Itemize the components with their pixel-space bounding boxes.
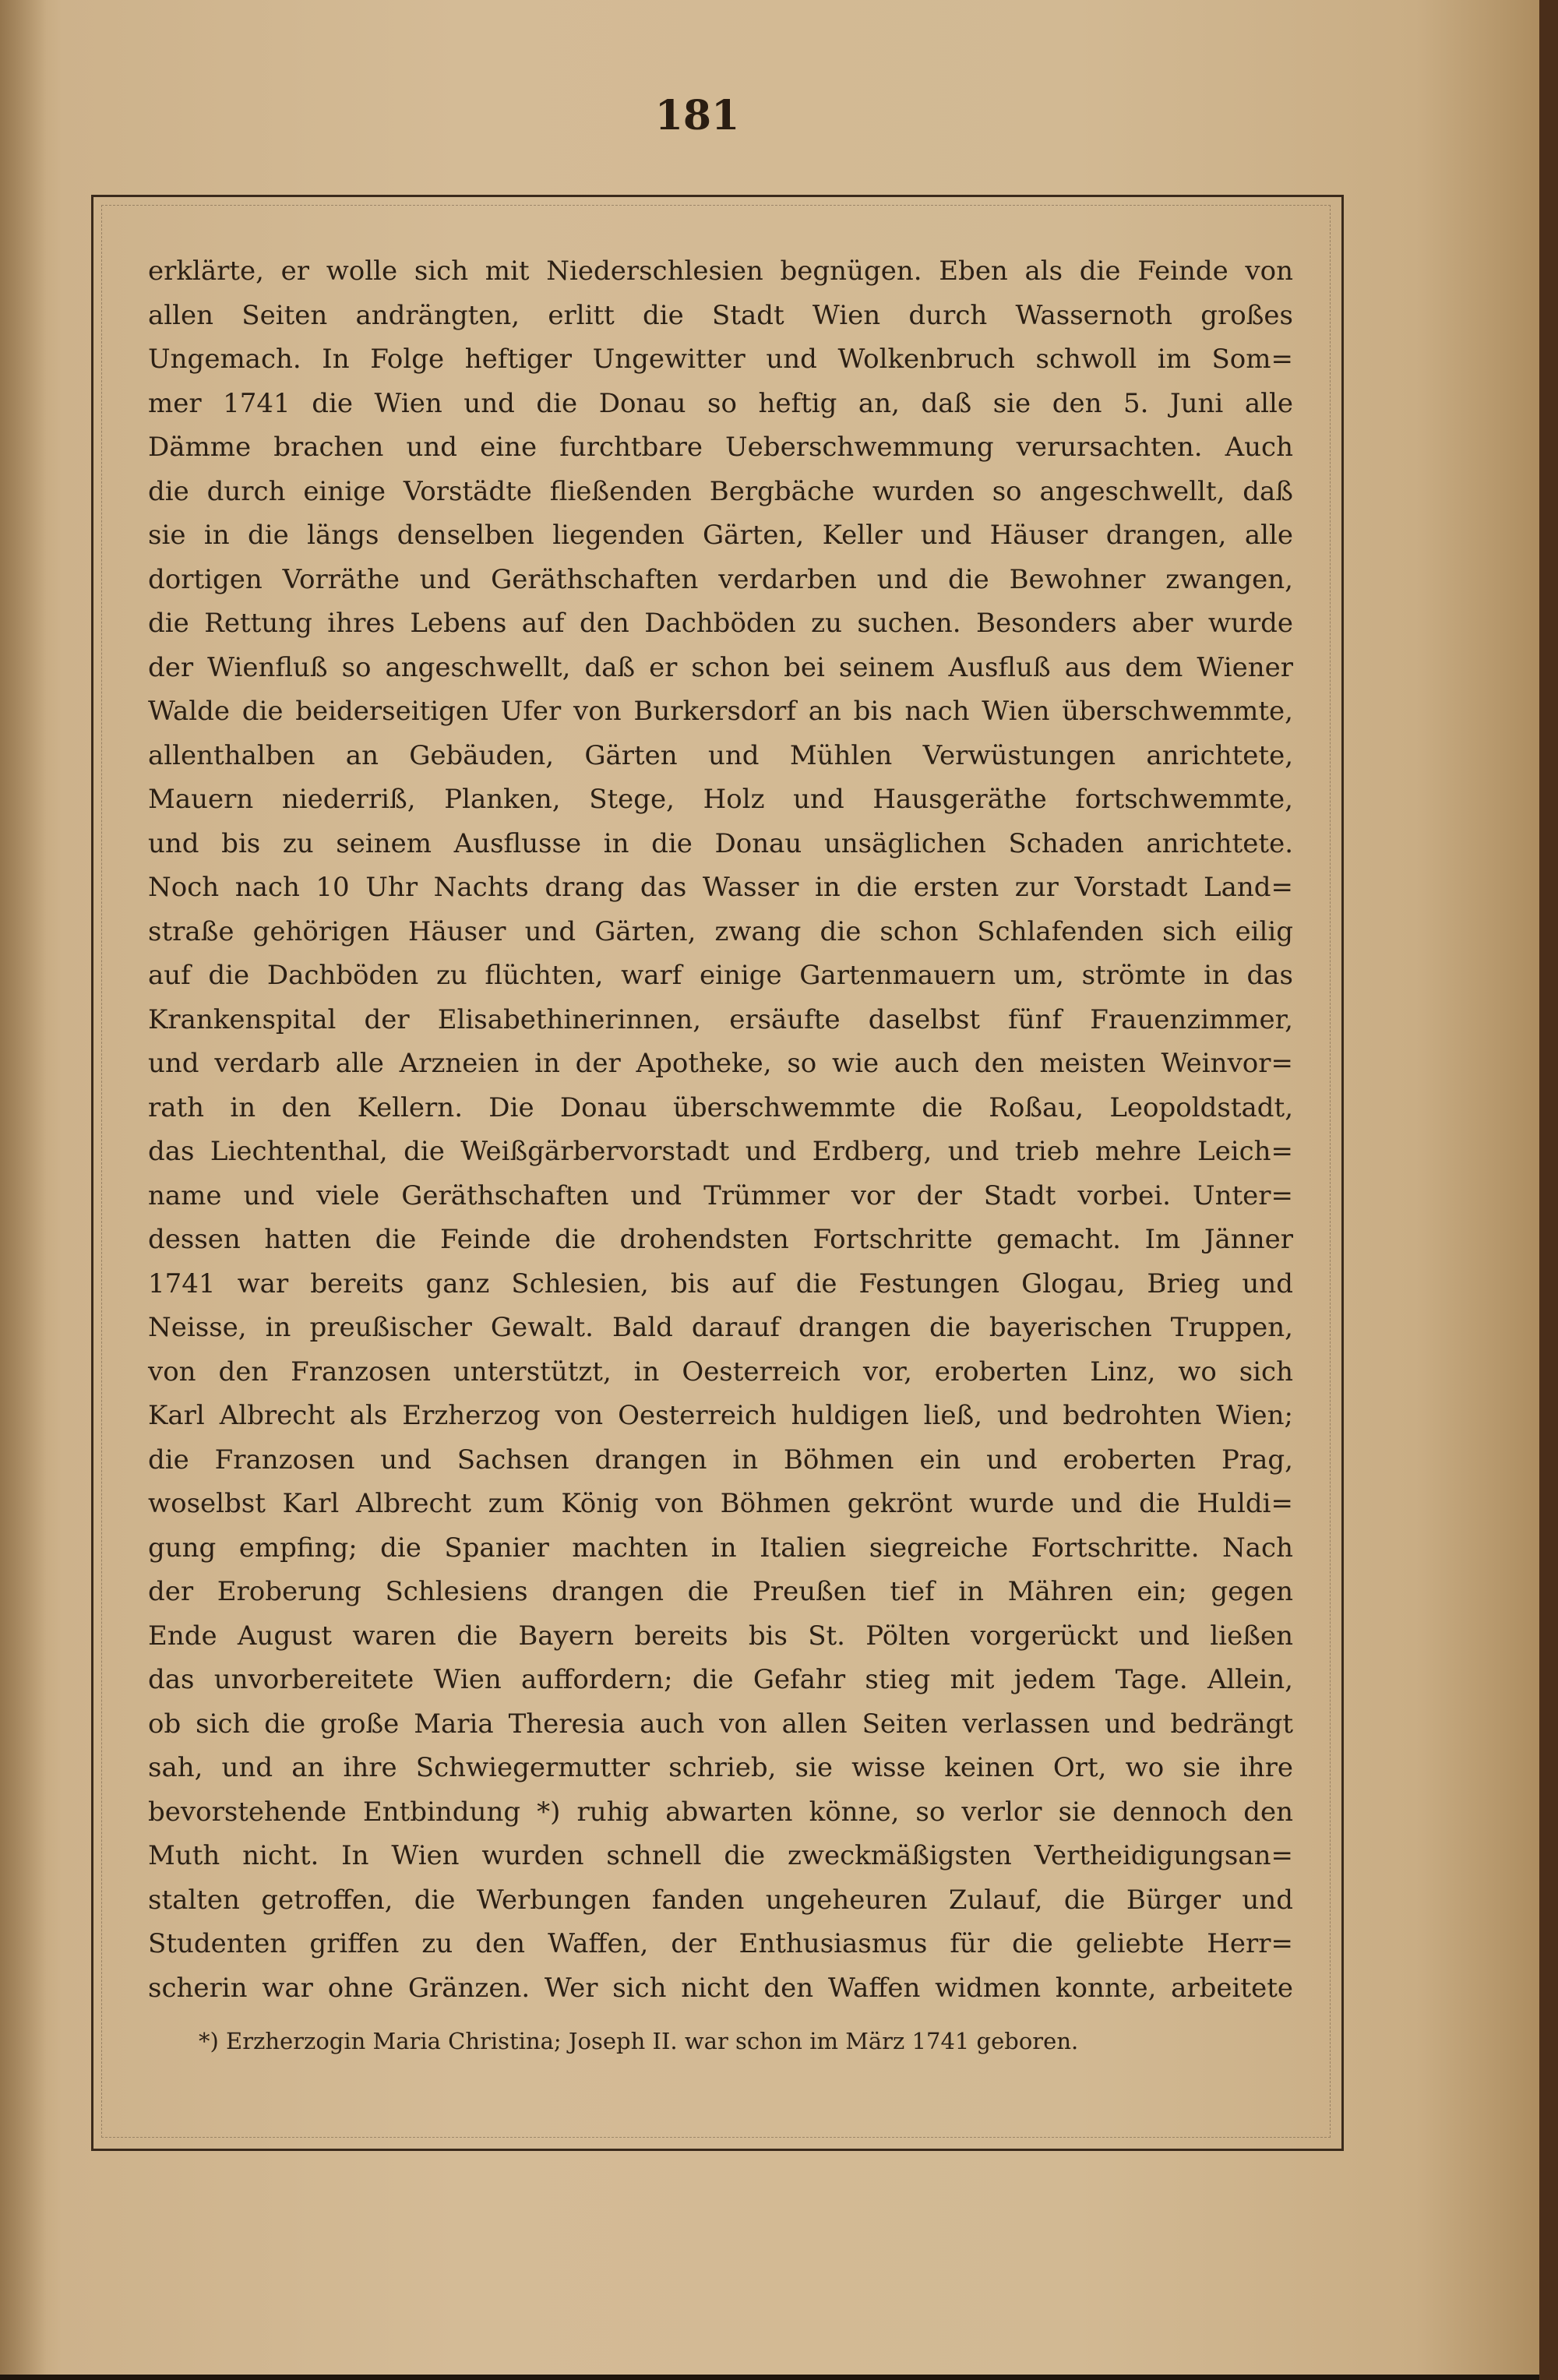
text-line: sie in die längs denselben liegenden Gärten, Keller und Häuser drangen, alle	[148, 520, 1293, 551]
text-line: mer 1741 die Wien und die Donau so heftig an, daß sie den 5. Juni alle	[148, 387, 1293, 419]
text-line: die Franzosen und Sachsen drangen in Böhmen ein und eroberten Prag,	[148, 1444, 1293, 1476]
page-number: 181	[654, 92, 740, 139]
text-line: der Eroberung Schlesiens drangen die Preußen tief in Mähren ein; gegen	[148, 1576, 1293, 1607]
text-line: Dämme brachen und eine furchtbare Ueberschwemmung verursachten. Auch	[148, 432, 1293, 463]
book-edge	[1539, 0, 1558, 2380]
text-line: von den Franzosen unterstützt, in Oesterreich vor, eroberten Linz, wo sich	[148, 1356, 1293, 1387]
text-line: Ende August waren die Bayern bereits bis St. Pölten vorgerückt und ließen	[148, 1620, 1293, 1652]
body-text	[148, 249, 1293, 2010]
text-line: das Liechtenthal, die Weißgärbervorstadt und Erdberg, und trieb mehre Leich=	[148, 1136, 1293, 1167]
text-line: Krankenspital der Elisabethinerinnen, ersäufte daselbst fünf Frauenzimmer,	[148, 1003, 1293, 1035]
text-line: dessen hatten die Feinde die drohendsten Fortschritte gemacht. Im Jänner	[148, 1224, 1293, 1255]
text-line: allen Seiten andrängten, erlitt die Stadt Wien durch Wassernoth großes	[148, 299, 1293, 331]
text-line: 1741 war bereits ganz Schlesien, bis auf die Festungen Glogau, Brieg und	[148, 1268, 1293, 1299]
text-line: das unvorbereitete Wien auffordern; die Gefahr stieg mit jedem Tage. Allein,	[148, 1664, 1293, 1695]
text-line: rath in den Kellern. Die Donau überschwemmte die Roßau, Leopoldstadt,	[148, 1091, 1293, 1123]
text-line: die Rettung ihres Lebens auf den Dachböden zu suchen. Besonders aber wurde	[148, 608, 1293, 639]
text-line: bevorstehende Entbindung *) ruhig abwarten könne, so verlor sie dennoch den	[148, 1796, 1293, 1828]
text-line: die durch einige Vorstädte fließenden Bergbäche wurden so angeschwellt, daß	[148, 475, 1293, 507]
text-line: der Wienfluß so angeschwellt, daß er schon bei seinem Ausfluß aus dem Wiener	[148, 651, 1293, 683]
text-line: erklärte, er wolle sich mit Niederschlesien begnügen. Eben als die Feinde von	[148, 256, 1293, 287]
text-line: gung empfing; die Spanier machten in Italien siegreiche Fortschritte. Nach	[148, 1532, 1293, 1564]
text-line: auf die Dachböden zu flüchten, warf einige Gartenmauern um, strömte in das	[148, 960, 1293, 991]
text-line: Karl Albrecht als Erzherzog von Oesterreich huldigen ließ, und bedrohten Wien;	[148, 1400, 1293, 1431]
text-line: Neisse, in preußischer Gewalt. Bald darauf drangen die bayerischen Truppen,	[148, 1312, 1293, 1343]
spine-shadow	[0, 0, 47, 2375]
text-line: scherin war ohne Gränzen. Wer sich nicht den Waffen widmen konnte, arbeitete	[148, 1972, 1293, 2004]
text-line: Mauern niederriß, Planken, Stege, Holz und Hausgeräthe fortschwemmte,	[148, 784, 1293, 815]
text-line: und verdarb alle Arzneien in der Apotheke, so wie auch den meisten Weinvor=	[148, 1048, 1293, 1079]
text-line: Studenten griffen zu den Waffen, der Enthusiasmus für die geliebte Herr=	[148, 1928, 1293, 1959]
text-line: Muth nicht. In Wien wurden schnell die zweckmäßigsten Vertheidigungsan=	[148, 1840, 1293, 1871]
text-line: Walde die beiderseitigen Ufer von Burkersdorf an bis nach Wien überschwemmte,	[148, 696, 1293, 727]
text-line: stalten getroffen, die Werbungen fanden ungeheuren Zulauf, die Bürger und	[148, 1884, 1293, 1916]
text-line: straße gehörigen Häuser und Gärten, zwang die schon Schlafenden sich eilig	[148, 915, 1293, 947]
text-line: Noch nach 10 Uhr Nachts drang das Wasser in die ersten zur Vorstadt Land=	[148, 872, 1293, 903]
text-line: ob sich die große Maria Theresia auch von allen Seiten verlassen und bedrängt	[148, 1708, 1293, 1740]
text-line: woselbst Karl Albrecht zum König von Böhmen gekrönt wurde und die Huldi=	[148, 1488, 1293, 1519]
text-line: allenthalben an Gebäuden, Gärten und Mühlen Verwüstungen anrichtete,	[148, 739, 1293, 771]
footnote: *) Erzherzogin Maria Christina; Joseph II. war schon im März 1741 geboren.	[199, 2028, 1079, 2054]
text-line: dortigen Vorräthe und Geräthschaften verdarben und die Bewohner zwangen,	[148, 563, 1293, 595]
text-line: sah, und an ihre Schwiegermutter schrieb, sie wisse keinen Ort, wo sie ihre	[148, 1752, 1293, 1783]
text-line: und bis zu seinem Ausflusse in die Donau unsäglichen Schaden anrichtete.	[148, 827, 1293, 859]
text-line: name und viele Geräthschaften und Trümmer vor der Stadt vorbei. Unter=	[148, 1179, 1293, 1211]
text-line: Ungemach. In Folge heftiger Ungewitter und Wolkenbruch schwoll im Som=	[148, 344, 1293, 375]
